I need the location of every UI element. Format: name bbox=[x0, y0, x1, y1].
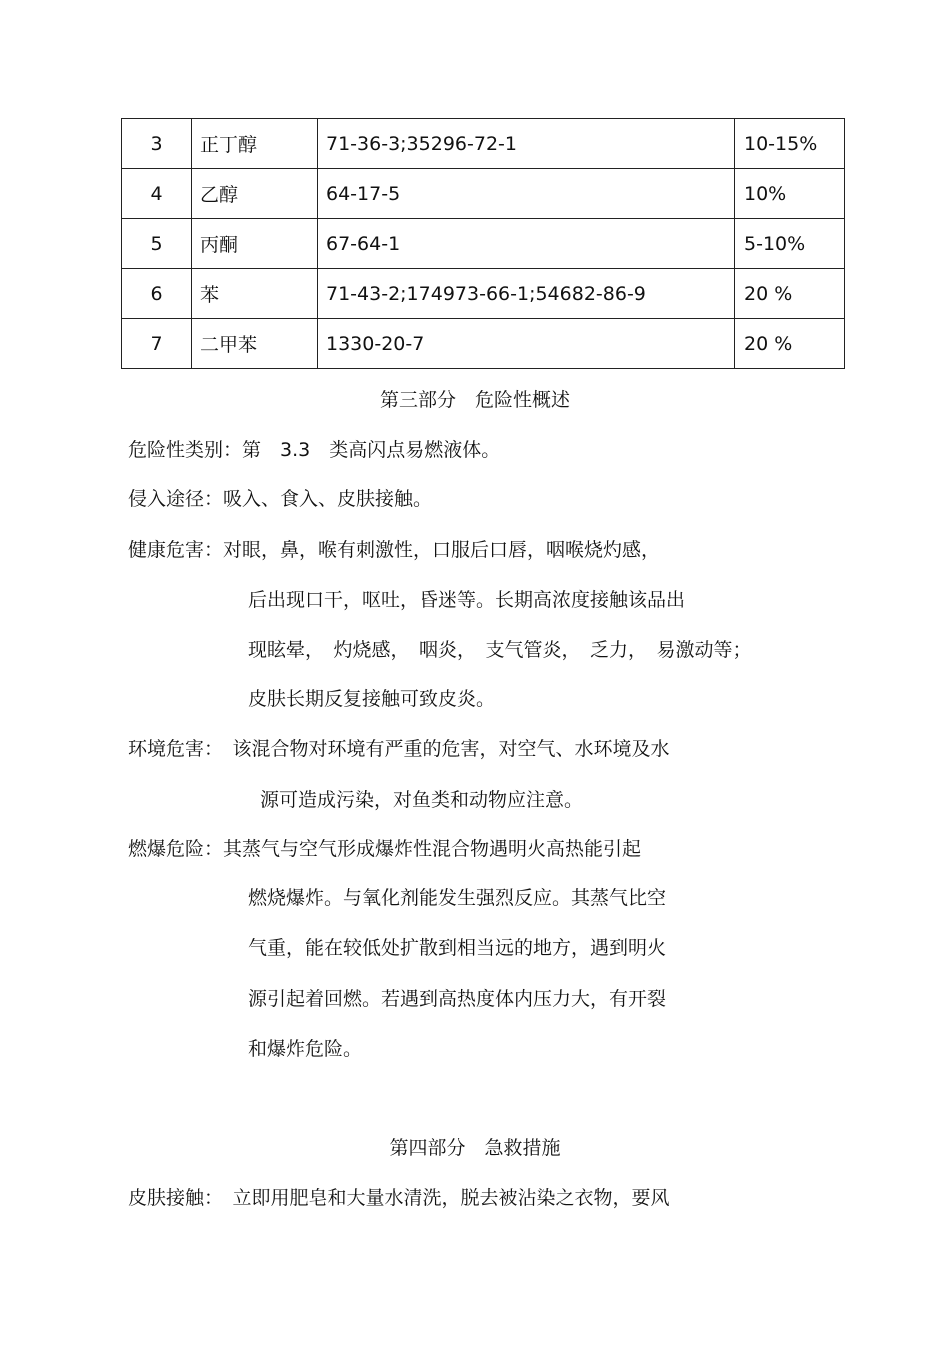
chemical-name: 丙酮 bbox=[192, 219, 318, 269]
chemical-name: 苯 bbox=[192, 269, 318, 319]
fire-hazard-line: 源引起着回燃。若遇到高热度体内压力大，有开裂 bbox=[248, 988, 667, 1010]
hazard-class-line: 危险性类别：第 3.3 类高闪点易燃液体。 bbox=[128, 439, 501, 461]
row-number: 6 bbox=[122, 269, 192, 319]
row-number: 7 bbox=[122, 319, 192, 369]
section3-title: 第三部分 危险性概述 bbox=[379, 389, 570, 411]
table-row bbox=[122, 219, 845, 269]
fire-hazard-line: 气重，能在较低处扩散到相当远的地方，遇到明火 bbox=[248, 937, 667, 959]
row-number: 3 bbox=[122, 119, 192, 169]
cas-number: 1330-20-7 bbox=[318, 319, 735, 369]
health-hazard-line: 健康危害：对眼，鼻，喉有刺激性，口服后口唇，咽喉烧灼感， bbox=[128, 539, 661, 561]
concentration: 10% bbox=[735, 169, 845, 219]
cas-number: 71-43-2;174973-66-1;54682-86-9 bbox=[318, 269, 735, 319]
row-number: 4 bbox=[122, 169, 192, 219]
health-hazard-line: 后出现口干，呕吐，昏迷等。长期高浓度接触该品出 bbox=[248, 589, 686, 611]
chemical-name: 正丁醇 bbox=[192, 119, 318, 169]
cas-number: 64-17-5 bbox=[318, 169, 735, 219]
skin-contact-line: 皮肤接触： 立即用肥皂和大量水清洗，脱去被沾染之衣物，要风 bbox=[128, 1187, 670, 1209]
concentration: 5-10% bbox=[735, 219, 845, 269]
chemical-name: 乙醇 bbox=[192, 169, 318, 219]
fire-hazard-line: 燃烧爆炸。与氧化剂能发生强烈反应。其蒸气比空 bbox=[248, 887, 667, 909]
env-hazard-line: 源可造成污染，对鱼类和动物应注意。 bbox=[260, 789, 584, 811]
cas-number: 71-36-3;35296-72-1 bbox=[318, 119, 735, 169]
table-row bbox=[122, 169, 845, 219]
row-number: 5 bbox=[122, 219, 192, 269]
health-hazard-line: 现眩晕， 灼烧感， 咽炎， 支气管炎， 乏力， 易激动等； bbox=[248, 639, 752, 661]
fire-hazard-line: 和爆炸危险。 bbox=[248, 1038, 363, 1060]
chemical-name: 二甲苯 bbox=[192, 319, 318, 369]
section4-title: 第四部分 急救措施 bbox=[389, 1137, 561, 1159]
cas-number: 67-64-1 bbox=[318, 219, 735, 269]
table-row bbox=[122, 119, 845, 169]
health-hazard-line: 皮肤长期反复接触可致皮炎。 bbox=[248, 688, 496, 710]
env-hazard-line: 环境危害： 该混合物对环境有严重的危害，对空气、水环境及水 bbox=[128, 738, 670, 760]
concentration: 20 % bbox=[735, 319, 845, 369]
concentration: 20 % bbox=[735, 269, 845, 319]
fire-hazard-line: 燃爆危险：其蒸气与空气形成爆炸性混合物遇明火高热能引起 bbox=[128, 838, 642, 860]
exposure-route-line: 侵入途径：吸入、食入、皮肤接触。 bbox=[128, 488, 433, 510]
concentration: 10-15% bbox=[735, 119, 845, 169]
table-row bbox=[122, 269, 845, 319]
table-row bbox=[122, 319, 845, 369]
composition-table bbox=[121, 118, 845, 369]
